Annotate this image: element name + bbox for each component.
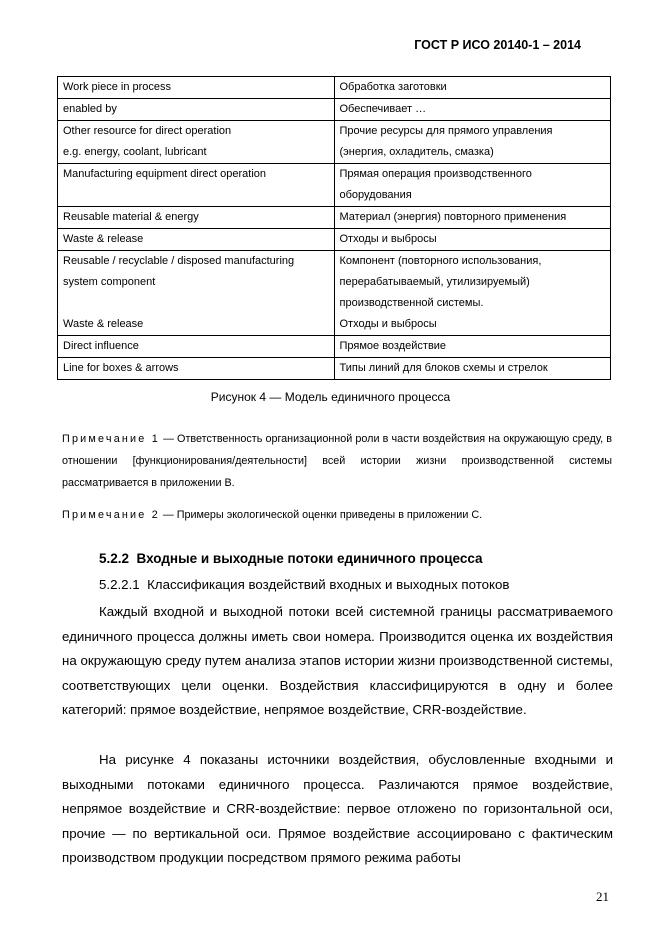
note-2 [62, 504, 612, 526]
figure-caption: Рисунок 4 — Модель единичного процесса [210, 390, 451, 404]
legend-line: производственной системы. [339, 297, 484, 309]
subsection-heading [99, 577, 509, 592]
legend-term-russian [334, 164, 611, 207]
legend-line: Компонент (повторного использования, [339, 255, 542, 267]
legend-row [58, 99, 611, 121]
legend-term-russian [334, 207, 611, 229]
legend-line: оборудования [339, 189, 412, 201]
legend-line: Manufacturing equipment direct operation [63, 168, 267, 180]
section-number: 5.2.2 [99, 551, 130, 566]
legend-term-russian [334, 121, 611, 164]
legend-term-english [58, 121, 335, 164]
legend-row [58, 77, 611, 99]
legend-term-russian [334, 77, 611, 99]
page-number: 21 [596, 889, 609, 904]
legend-line: перерабатываемый, утилизируемый) [339, 276, 530, 288]
body-paragraph: Каждый входной и выходной потоки всей системной границы рассматриваемого единичного процесса должны иметь свои номера. Производится оценка их воздействия на окружающую среду путем анализа этапов истории жизни производственной системы, соответствующих цели оценки. Воздействия классифицируются в одну и более категорий: прямое воздействие, непрямое воздействие, CRR-воздействие. [62, 604, 613, 718]
legend-term-english [58, 164, 335, 207]
note-label: Примечание 1 [62, 433, 161, 445]
legend-line: Work piece in process [63, 81, 172, 93]
legend-line: Direct influence [63, 340, 139, 352]
legend-line: e.g. energy, coolant, lubricant [63, 146, 207, 158]
legend-line: Прямое воздействие [339, 340, 447, 352]
legend-line: Waste & release [63, 318, 144, 330]
legend-term-russian [334, 336, 611, 358]
legend-row [58, 229, 611, 251]
subsection-title: Классификация воздействий входных и выходных потоков [147, 577, 510, 592]
legend-line: Отходы и выбросы [339, 233, 437, 245]
section-title: Входные и выходные потоки единичного процесса [136, 551, 483, 566]
legend-line: Waste & release [63, 233, 144, 245]
legend-line: Обработка заготовки [339, 81, 447, 93]
legend-line: Отходы и выбросы [339, 318, 437, 330]
legend-row [58, 358, 611, 380]
note-text: — Ответственность организационной роли в части воздействия на окружающую среду, в отношении [функционирования/деятельности] всей истории жизни производственной системы рассматривается в приложении В. [62, 433, 612, 489]
legend-line: system component [63, 276, 156, 288]
subsection-number: 5.2.2.1 [99, 577, 140, 592]
legend-line: Материал (энергия) повторного применения [339, 211, 567, 223]
legend-term-english [58, 207, 335, 229]
legend-line [63, 293, 334, 314]
figure-legend-table [57, 76, 611, 380]
legend-term-english [58, 229, 335, 251]
legend-line: enabled by [63, 103, 117, 115]
legend-term-russian [334, 229, 611, 251]
legend-term-russian [334, 358, 611, 380]
legend-row [58, 164, 611, 207]
legend-term-english [58, 358, 335, 380]
legend-row [58, 251, 611, 336]
legend-term-english [58, 99, 335, 121]
legend-line: Прямая операция производственного [339, 168, 532, 180]
body-paragraph: На рисунке 4 показаны источники воздействия, обусловленные входными и выходными потоками единичного процесса. Различаются прямое воздействие, непрямое воздействие и CRR-воздействие: первое отложено по горизонтальной оси, прочие — по вертикальной оси. Прямое воздействие ассоциировано с фактическим производством продукции посредством прямого режима работы [62, 752, 613, 866]
legend-line: Обеспечивает … [339, 103, 427, 115]
legend-line: Line for boxes & arrows [63, 362, 179, 374]
legend-row [58, 121, 611, 164]
legend-term-russian [334, 99, 611, 121]
legend-line: (энергия, охладитель, смазка) [339, 146, 494, 158]
note-1 [62, 428, 612, 494]
legend-line: Типы линий для блоков схемы и стрелок [339, 362, 548, 374]
legend-row [58, 207, 611, 229]
legend-term-english [58, 336, 335, 358]
note-text: — Примеры экологической оценки приведены в приложении С. [162, 509, 483, 521]
legend-term-english [58, 77, 335, 99]
legend-row [58, 336, 611, 358]
document-header: ГОСТ Р ИСО 20140-1 – 2014 [414, 38, 581, 52]
legend-line: Reusable material & energy [63, 211, 199, 223]
legend-term-russian [334, 251, 611, 336]
legend-line: Прочие ресурсы для прямого управления [339, 125, 553, 137]
legend-term-english [58, 251, 335, 336]
legend-line: Other resource for direct operation [63, 125, 232, 137]
legend-line: Reusable / recyclable / disposed manufacturing [63, 255, 295, 267]
note-label: Примечание 2 [62, 509, 160, 521]
section-heading [99, 551, 483, 566]
